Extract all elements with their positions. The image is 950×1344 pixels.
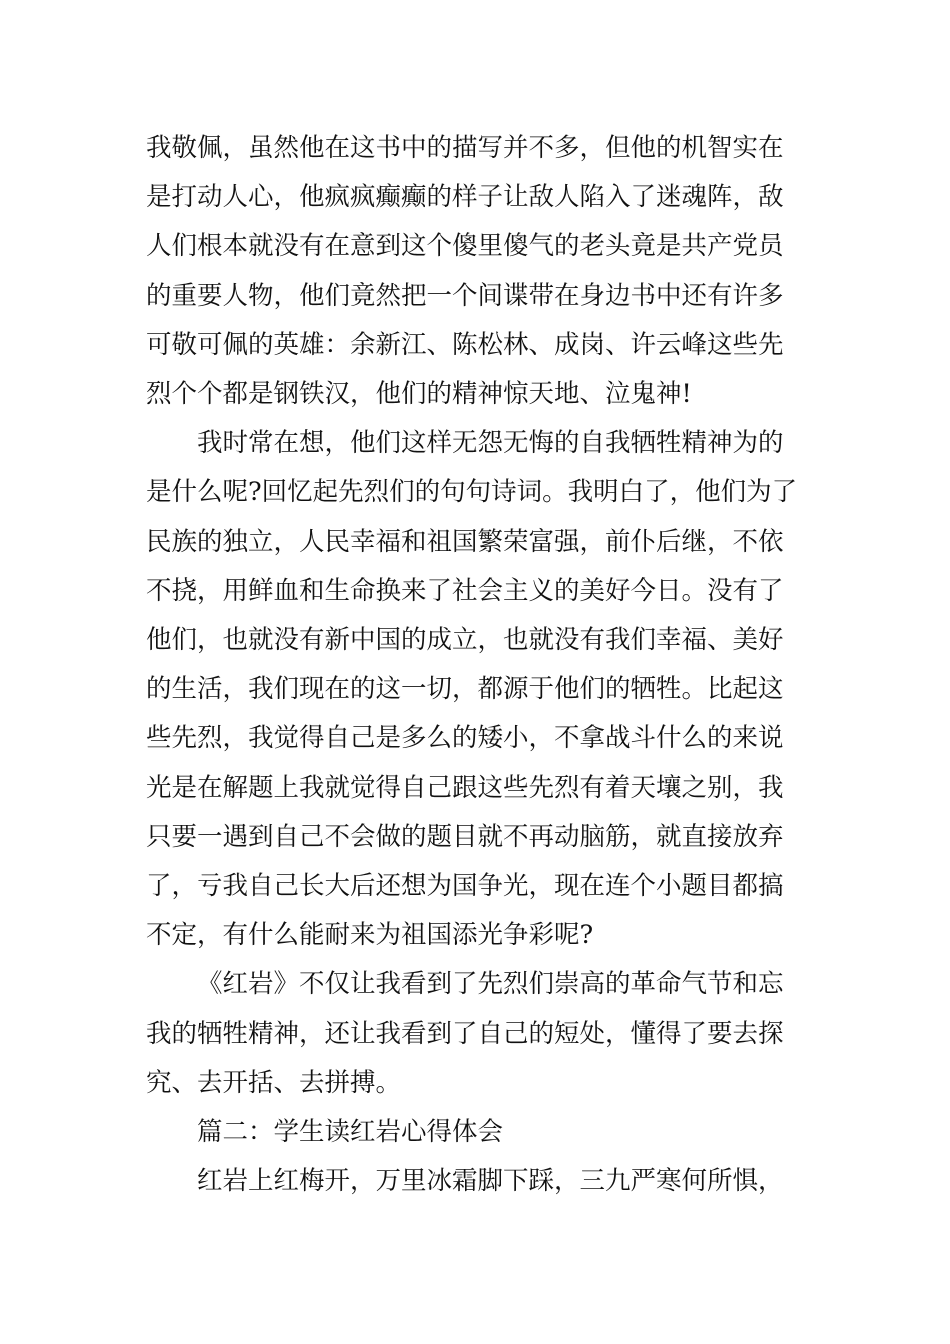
text-line: 些先烈，我觉得自己是多么的矮小，不拿战斗什么的来说	[146, 723, 784, 754]
text-line: 他们，也就没有新中国的成立，也就没有我们幸福、美好	[146, 625, 784, 656]
text-line: 的重要人物，他们竟然把一个间谍带在身边书中还有许多	[146, 280, 784, 311]
text-line: 究、去开括、去拼搏。	[146, 1067, 402, 1098]
section-heading	[146, 1108, 808, 1157]
text-line: 可敬可佩的英雄：余新江、陈松林、成岗、许云峰这些先	[146, 329, 784, 360]
text-line: 不定，有什么能耐来为祖国添光争彩呢?	[146, 920, 594, 951]
text-line: 人们根本就没有在意到这个傻里傻气的老头竟是共产党员	[146, 231, 784, 262]
paragraph-3	[146, 960, 808, 1108]
text-line: 了，亏我自己长大后还想为国争光，现在连个小题目都搞	[146, 871, 784, 902]
document-page	[146, 124, 808, 1206]
text-line: 只要一遇到自己不会做的题目就不再动脑筋，就直接放弃	[146, 821, 784, 852]
text-line: 的生活，我们现在的这一切，都源于他们的牺牲。比起这	[146, 674, 784, 705]
text-line: 烈个个都是钢铁汉，他们的精神惊天地、泣鬼神!	[146, 379, 692, 410]
text-line: 我敬佩，虽然他在这书中的描写并不多，但他的机智实在	[146, 133, 784, 163]
text-line: 不挠，用鲜血和生命换来了社会主义的美好今日。没有了	[146, 575, 784, 606]
text-line: 红岩上红梅开，万里冰霜脚下踩，三九严寒何所惧，	[197, 1166, 784, 1197]
text-line: 我时常在想，他们这样无怨无悔的自我牺牲精神为的	[197, 428, 784, 459]
text-line: 篇二：学生读红岩心得体会	[197, 1117, 504, 1148]
text-line: 我的牺牲精神，还让我看到了自己的短处，懂得了要去探	[146, 1018, 784, 1049]
paragraph-1	[146, 124, 808, 419]
paragraph-2	[146, 419, 808, 960]
text-line: 民族的独立，人民幸福和祖国繁荣富强，前仆后继，不依	[146, 526, 784, 557]
text-line: 是什么呢?回忆起先烈们的句句诗词。我明白了，他们为了	[146, 477, 798, 508]
text-line: 《红岩》不仅让我看到了先烈们崇高的革命气节和忘	[197, 969, 784, 1000]
text-line: 光是在解题上我就觉得自己跟这些先烈有着天壤之别，我	[146, 772, 784, 803]
text-line: 是打动人心，他疯疯癫癫的样子让敌人陷入了迷魂阵，敌	[146, 182, 784, 213]
paragraph-4	[146, 1157, 808, 1206]
